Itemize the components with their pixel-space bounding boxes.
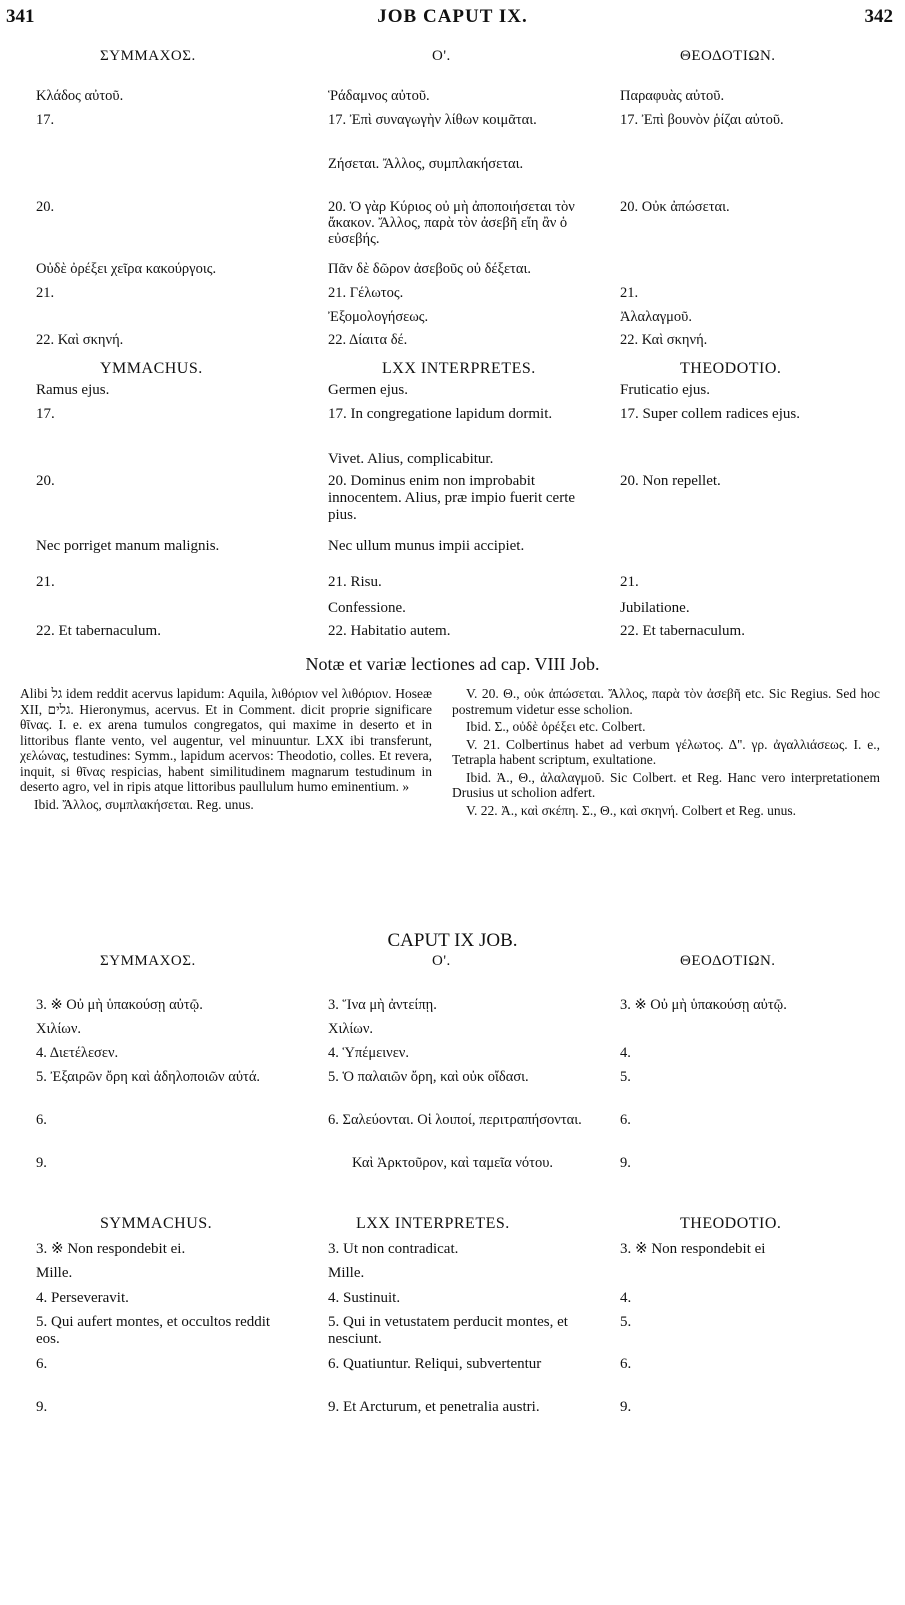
greek-cell: 3. Ἵνα μὴ ἀντείπῃ. xyxy=(328,997,437,1013)
greek-cell: 21. xyxy=(620,285,639,301)
col-head-symmachus-greek-2: ΣΥΜΜΑΧΟΣ. xyxy=(100,953,196,969)
greek-cell: 5. xyxy=(620,1069,631,1085)
latin-cell: 22. Habitatio autem. xyxy=(328,623,451,639)
note-paragraph: V. 22. Ἀ., καὶ σκέπη. Σ., Θ., καὶ σκηνή. Colbert et Reg. unus. xyxy=(466,802,797,818)
col-head-lxx-greek-2: Ο'. xyxy=(432,953,451,969)
latin-cell: Nec porriget manum malignis. xyxy=(36,538,220,554)
greek-cell: Πᾶν δὲ δῶρον ἀσεβοῦς οὐ δέξεται. xyxy=(328,261,531,277)
col-head-symmachus-latin: YMMACHUS. xyxy=(100,360,203,377)
greek-cell: Οὐδὲ ὀρέξει χεῖρα κακούργοις. xyxy=(36,261,217,277)
latin-cell: 6. xyxy=(620,1356,632,1372)
latin-cell: 4. Sustinuit. xyxy=(328,1290,401,1306)
greek-cell: 22. Δίαιτα δέ. xyxy=(328,332,408,348)
latin-cell: 4. Perseveravit. xyxy=(36,1290,129,1306)
latin-cell: Vivet. Alius, complicabitur. xyxy=(328,451,494,467)
latin-cell: 5. Qui aufert montes, et occultos reddit eos. xyxy=(36,1314,271,1347)
latin-cell: 17. xyxy=(36,406,55,422)
greek-cell: 20. xyxy=(36,199,55,215)
greek-cell: Ζήσεται. Ἄλλος, συμπλακήσεται. xyxy=(328,156,524,172)
latin-cell: Fruticatio ejus. xyxy=(620,382,710,398)
greek-cell: 6. Σαλεύονται. Οἱ λοιποί, περιτραπήσονται. xyxy=(328,1112,582,1128)
greek-cell: Καὶ Ἀρκτοῦρον, καὶ ταμεῖα νότου. xyxy=(352,1155,554,1171)
greek-cell: 4. Ὑπέμεινεν. xyxy=(328,1045,409,1061)
latin-cell: Jubilatione. xyxy=(620,600,690,616)
col-head-theodotio-latin-2: THEODOTIO. xyxy=(680,1215,782,1232)
latin-cell: 4. xyxy=(620,1290,632,1306)
greek-cell: Παραφυὰς αὐτοῦ. xyxy=(620,88,725,104)
greek-cell: 17. xyxy=(36,112,55,128)
latin-cell: 21. Risu. xyxy=(328,574,382,590)
greek-cell: 22. Καὶ σκηνή. xyxy=(36,332,124,348)
col-head-symmachus-latin-2: SYMMACHUS. xyxy=(100,1215,213,1232)
greek-cell: 9. xyxy=(36,1155,47,1171)
notes-title: Notæ et variæ lectiones ad cap. VIII Job. xyxy=(305,654,600,674)
latin-cell: Ramus ejus. xyxy=(36,382,110,398)
latin-cell: 3. ※ Non respondebit ei xyxy=(620,1241,766,1257)
latin-cell: 3. Ut non contradicat. xyxy=(328,1241,459,1257)
latin-cell: 9. Et Arcturum, et penetralia austri. xyxy=(328,1399,540,1415)
latin-cell: 20. xyxy=(36,473,55,489)
latin-cell: 17. Super collem radices ejus. xyxy=(620,406,800,422)
latin-cell: 6. xyxy=(36,1356,48,1372)
greek-cell: 20. Ὁ γὰρ Κύριος οὐ μὴ ἀποποιήσεται τὸν ἄκακον. Ἄλλος, παρὰ τὸν ἀσεβῆ εἴη ἂν ὁ εὐσεβής. xyxy=(328,199,575,247)
latin-cell: 20. Dominus enim non improbabit innocentem. Alius, præ impio fuerit certe pius. xyxy=(328,473,576,523)
col-head-lxx-greek: Ο'. xyxy=(432,48,451,64)
latin-cell: Nec ullum munus impii accipiet. xyxy=(328,538,525,554)
greek-cell: 3. ※ Οὐ μὴ ὑπακούσῃ αὐτῷ. xyxy=(620,997,787,1013)
note-paragraph: V. 20. Θ., οὐκ ἀπώσεται. Ἄλλος, παρὰ τὸν ἀσεβῆ etc. Sic Regius. Sed hoc postremum videtur esse scholion. xyxy=(452,686,880,717)
latin-cell: 22. Et tabernaculum. xyxy=(36,623,161,639)
greek-cell: 4. xyxy=(620,1045,631,1061)
right-page-number: 342 xyxy=(864,6,893,27)
latin-cell: Germen ejus. xyxy=(328,382,408,398)
notes-right-column xyxy=(452,686,880,820)
latin-cell: 9. xyxy=(620,1399,632,1415)
col-head-lxx-latin-2: LXX INTERPRETES. xyxy=(356,1215,510,1232)
greek-cell: Ἐξομολογήσεως. xyxy=(328,309,429,325)
col-head-theodotio-latin: THEODOTIO. xyxy=(680,360,782,377)
greek-cell: Ἀλαλαγμοῦ. xyxy=(620,309,692,325)
greek-cell: 3. ※ Οὐ μὴ ὑπακούσῃ αὐτῷ. xyxy=(36,997,203,1013)
latin-cell: 9. xyxy=(36,1399,48,1415)
left-page-number: 341 xyxy=(6,6,35,27)
col-head-theodotion-greek: ΘΕΟΔΟΤΙΩΝ. xyxy=(680,48,776,64)
greek-cell: 17. Ἐπὶ βουνὸν ῥίζαι αὐτοῦ. xyxy=(620,112,784,128)
greek-cell: Χιλίων. xyxy=(36,1021,82,1037)
greek-cell: 22. Καὶ σκηνή. xyxy=(620,332,708,348)
latin-cell: 21. xyxy=(620,574,639,590)
greek-cell: Ῥάδαμνος αὐτοῦ. xyxy=(328,88,430,104)
note-paragraph: Alibi גל idem reddit acervus lapidum: Aquila, λιθόριον vel λιθόριον. Hoseæ XII, גלים. Hieronymus, acervus. Et in Comment. dicit proprie significare θῖνας. I. e. ex arena tumulos congregatos, qui maxime in deserto et in littoribus flante vento, vel augentur, vel minuuntur. LXX ibi transferunt, χελώνας, testudines: Symm., lapidum acervos: Theodotio, colles. Et revera, inquit, si θῖνας respicias, habent similitudinem magnarum testudinum in deserto agro, vel in ripis atque littoribus paullulum humo eminentium. » xyxy=(20,686,432,794)
greek-cell: 9. xyxy=(620,1155,631,1171)
note-paragraph: Ibid. Ἀ., Θ., ἀλαλαγμοῦ. Sic Colbert. et Reg. Hanc vero interpretationem Drusius ut scholion adfert. xyxy=(452,769,880,800)
latin-cell: Confessione. xyxy=(328,600,406,616)
col-head-lxx-latin: LXX INTERPRETES. xyxy=(382,360,536,377)
greek-cell: Κλάδος αὐτοῦ. xyxy=(36,88,124,104)
latin-cell: 20. Non repellet. xyxy=(620,473,721,489)
latin-cell: 5. Qui in vetustatem perducit montes, et nesciunt. xyxy=(328,1314,568,1347)
greek-cell: 21. xyxy=(36,285,55,301)
greek-cell: 5. Ἐξαιρῶν ὄρη καὶ ἀδηλοποιῶν αὐτά. xyxy=(36,1069,261,1085)
note-paragraph: Ibid. Σ., οὐδὲ ὀρέξει etc. Colbert. xyxy=(466,719,646,734)
greek-cell: 20. Οὐκ ἀπώσεται. xyxy=(620,199,730,215)
latin-cell: 22. Et tabernaculum. xyxy=(620,623,745,639)
greek-cell: 17. Ἐπὶ συναγωγὴν λίθων κοιμᾶται. xyxy=(328,112,537,128)
greek-cell: 21. Γέλωτος. xyxy=(328,285,404,301)
latin-cell: 17. In congregatione lapidum dormit. xyxy=(328,406,553,422)
latin-cell: 3. ※ Non respondebit ei. xyxy=(36,1241,186,1257)
running-title: JOB CAPUT IX. xyxy=(377,6,528,27)
chapter-title: CAPUT IX JOB. xyxy=(387,930,518,951)
greek-cell: Χιλίων. xyxy=(328,1021,374,1037)
notes-left-column xyxy=(20,686,432,814)
col-head-theodotion-greek-2: ΘΕΟΔΟΤΙΩΝ. xyxy=(680,953,776,969)
greek-cell: 6. xyxy=(620,1112,631,1128)
greek-cell: 6. xyxy=(36,1112,47,1128)
greek-cell: 5. Ὁ παλαιῶν ὄρη, καὶ οὐκ οἴδασι. xyxy=(328,1069,529,1085)
latin-cell: 21. xyxy=(36,574,55,590)
note-paragraph: Ibid. Ἄλλος, συμπλακήσεται. Reg. unus. xyxy=(34,796,254,812)
latin-cell: Mille. xyxy=(36,1265,73,1281)
note-paragraph: V. 21. Colbertinus habet ad verbum γέλωτος. Δ''. γρ. ἀγαλλιάσεως. I. e., Tetrapla habent scriptum, exultatione. xyxy=(452,736,880,767)
latin-cell: Mille. xyxy=(328,1265,365,1281)
latin-cell: 6. Quatiuntur. Reliqui, subvertentur xyxy=(328,1356,542,1372)
latin-cell: 5. xyxy=(620,1314,632,1330)
greek-cell: 4. Διετέλεσεν. xyxy=(36,1045,119,1061)
col-head-symmachus-greek: ΣΥΜΜΑΧΟΣ. xyxy=(100,48,196,64)
